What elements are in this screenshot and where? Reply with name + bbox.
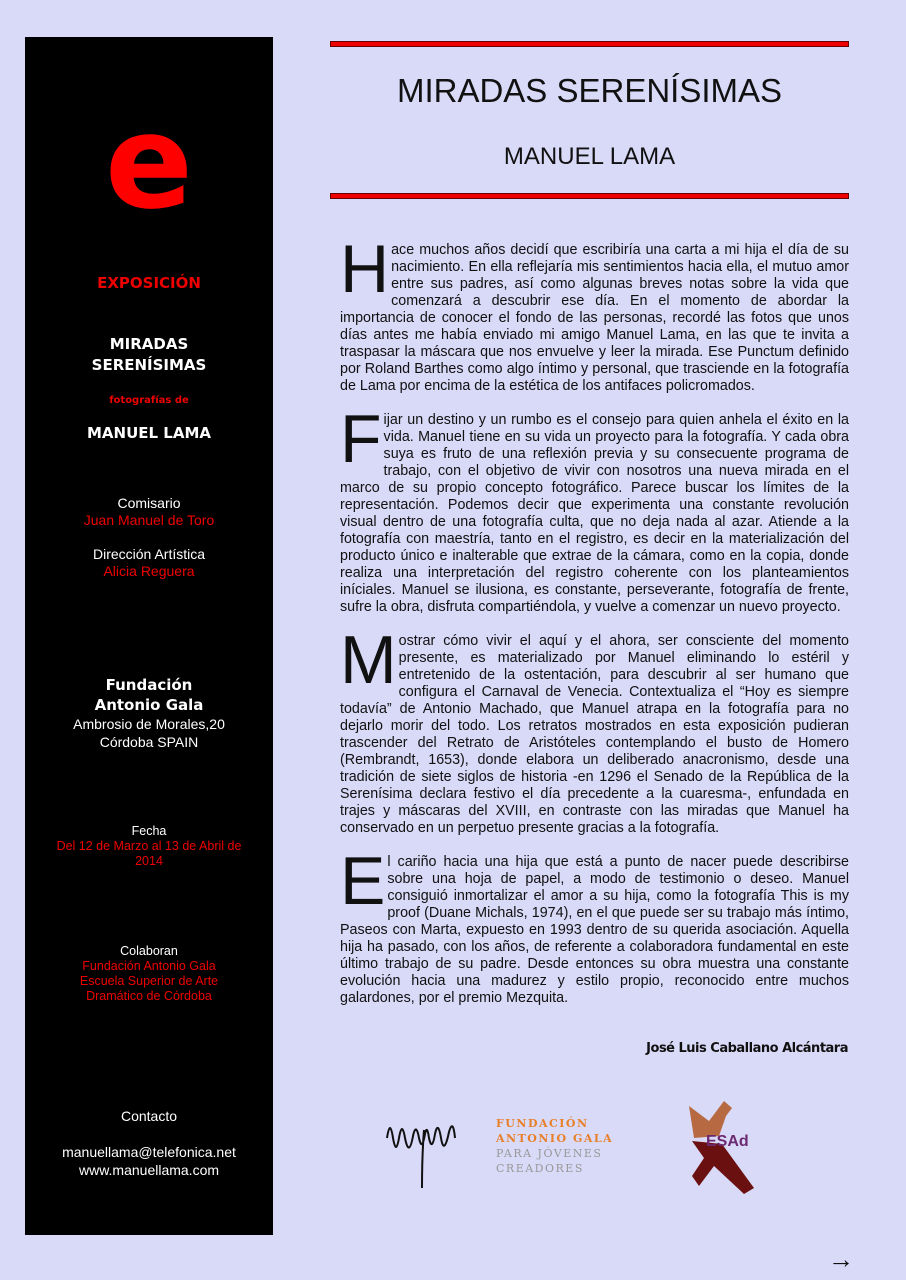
- comisario-name: Juan Manuel de Toro: [83, 512, 215, 528]
- colaboran-label: Colaboran: [120, 944, 178, 958]
- logo-e: e: [104, 86, 194, 238]
- direccion-label: Dirección Artística: [92, 546, 206, 562]
- title-line: MIRADAS: [109, 335, 189, 353]
- contact: [25, 1107, 273, 1179]
- contacto-label: Contacto: [120, 1108, 178, 1124]
- artist-name: MANUEL LAMA: [87, 424, 211, 442]
- paragraph: [340, 401, 849, 616]
- next-page-arrow-icon[interactable]: →: [828, 1244, 854, 1274]
- logo-text: PARA JÓVENES: [496, 1147, 603, 1160]
- credits: [25, 495, 273, 580]
- article-body: [340, 231, 849, 1024]
- direccion-name: Alicia Reguera: [103, 563, 195, 579]
- esad-logo-icon: [684, 1096, 764, 1196]
- paragraph-text: ace muchos años decidí que escribiría una carta a mi hija el día de su nacimiento. En ella reflejaría mis sentimientos hacia ella, el mutuo amor entre sus padres, así como algunas breves notas sobre la vida que comenzará a descubrir ese día. En el momento de abordar la importancia de conocer el fondo de las personas, recordé las fotos que unos días antes me había enviado mi amigo Manuel Lama, en las que te invita a traspasar la máscara que nos envuelve y leer la mirada. Ese Punctum definido por Roland Barthes como algo íntimo y personal, que trasciende en la fotografía de Lama por encima de la estética de los antifaces policromados.: [340, 242, 849, 394]
- paragraph-text: l cariño hacia una hija que está a punto de nacer puede describirse sobre una hoja de papel, a modo de testimonio o deseo. Manuel consiguió inmortalizar el amor a su hija, como la fotografía This is my proof (Duane Michals, 1974), en el que puede ser su trabajo más íntimo, Paseos con Marta, expuesto en 1993 dentro de su querida asociación. Aquella hija ha pasado, con los años, de referente a colaboradora fundamental en este último trabajo de su padre. Desde entonces su obra muestra una constante evolución hacia una madurez y estilo propio, reconocido entre muchos galardones, por el premio Mezquita.: [340, 854, 849, 1006]
- sidebar: [25, 37, 273, 1235]
- fotografias-label: fotografías de: [109, 395, 189, 406]
- fundacion-antonio-gala-logo: [496, 1116, 613, 1176]
- antonio-gala-signature-icon: [382, 1108, 482, 1188]
- logo-text: FUNDACIÓN: [496, 1117, 589, 1130]
- venue-name: Antonio Gala: [94, 696, 204, 714]
- paragraph: [340, 843, 849, 1007]
- title-line: SERENÍSIMAS: [91, 356, 207, 374]
- top-rule: [330, 41, 849, 47]
- web-link[interactable]: www.manuellama.com: [78, 1162, 220, 1178]
- email-link[interactable]: manuellama@telefonica.net: [62, 1144, 236, 1160]
- svg-text:ESAd: ESAd: [706, 1133, 749, 1150]
- drop-cap: M: [340, 622, 397, 698]
- exhibition-title: [25, 334, 273, 376]
- page-title: MIRADAS SERENÍSIMAS: [396, 72, 783, 109]
- paragraph: [340, 231, 849, 395]
- author-signature: José Luis Caballano Alcántara: [646, 1041, 848, 1056]
- logo-text: ANTONIO GALA: [496, 1132, 614, 1145]
- address-line: Ambrosio de Morales,20: [73, 716, 225, 732]
- logo-text: CREADORES: [496, 1162, 584, 1175]
- comisario-label: Comisario: [117, 495, 181, 511]
- drop-cap: F: [340, 401, 382, 477]
- venue-name: Fundación: [105, 676, 193, 694]
- venue: [25, 675, 273, 751]
- collaborators: [25, 944, 273, 1004]
- address-line: Córdoba SPAIN: [99, 734, 199, 750]
- exposicion-label: EXPOSICIÓN: [97, 274, 201, 292]
- bottom-rule: [330, 193, 849, 199]
- paragraph: [340, 622, 849, 837]
- collaborator: Escuela Superior de Arte: [79, 974, 219, 988]
- fecha-value: Del 12 de Marzo al 13 de Abril de 2014: [56, 839, 242, 868]
- page-subtitle: MANUEL LAMA: [503, 143, 676, 170]
- drop-cap: H: [340, 231, 390, 307]
- collaborator: Fundación Antonio Gala: [82, 959, 216, 973]
- dates: [25, 824, 273, 869]
- fecha-label: Fecha: [131, 824, 167, 838]
- paragraph-text: ostrar cómo vivir el aquí y el ahora, ser consciente del momento presente, es materializado por Manuel eliminando lo estéril y entretenido de la ostentación, para descubrir al ser humano que configura el Carnaval de Venecia. Contextualiza el “Hoy es siempre todavía” de Antonio Machado, que Manuel atrapa en la fotografía para no dejarlo morir del todo. Los retratos mostrados en esta exposición pudieran trascender del Retrato de Aristóteles contemplando el busto de Homero (Rembrandt, 1653), donde elabora un deliberado anacronismo, desde una tradición de siete siglos de historia -en 1296 el Senado de la República de la Serenísima declara festivo el día precedente a la cuaresma-, enfundada en trajes y máscaras del XVIII, en contraste con las miradas que Manuel ha conservado en un perpetuo presente gracias a la fotografía.: [340, 633, 849, 836]
- paragraph-text: ijar un destino y un rumbo es el consejo para quien anhela el éxito en la vida. Manuel tiene en su vida un proyecto para la fotografía. Y cada obra suya es fruto de una reflexión previa y su consecuente programa de trabajo, con el objetivo de vivir con nosotros una nueva mirada en el marco de su propio concepto fotográfico. Parece buscar los límites de la representación. Podemos decir que experimenta una constante revolución visual dentro de una fotografía culta, que no deja nada al azar. Atiende a la fotografía con maestría, tanto en el registro, es decir en la materialización del producto único e inalterable que extrae de la cámara, como en la copia, donde realiza una interpretación del registro coherente con los planteamientos iníciales. Manuel se ilusiona, es constante, perseverante, fotografía de frente, sufre la obra, disfruta compartiéndola, y vuelve a comenzar un nuevo proyecto.: [340, 412, 849, 615]
- collaborator: Dramático de Córdoba: [86, 989, 212, 1003]
- drop-cap: E: [340, 843, 386, 919]
